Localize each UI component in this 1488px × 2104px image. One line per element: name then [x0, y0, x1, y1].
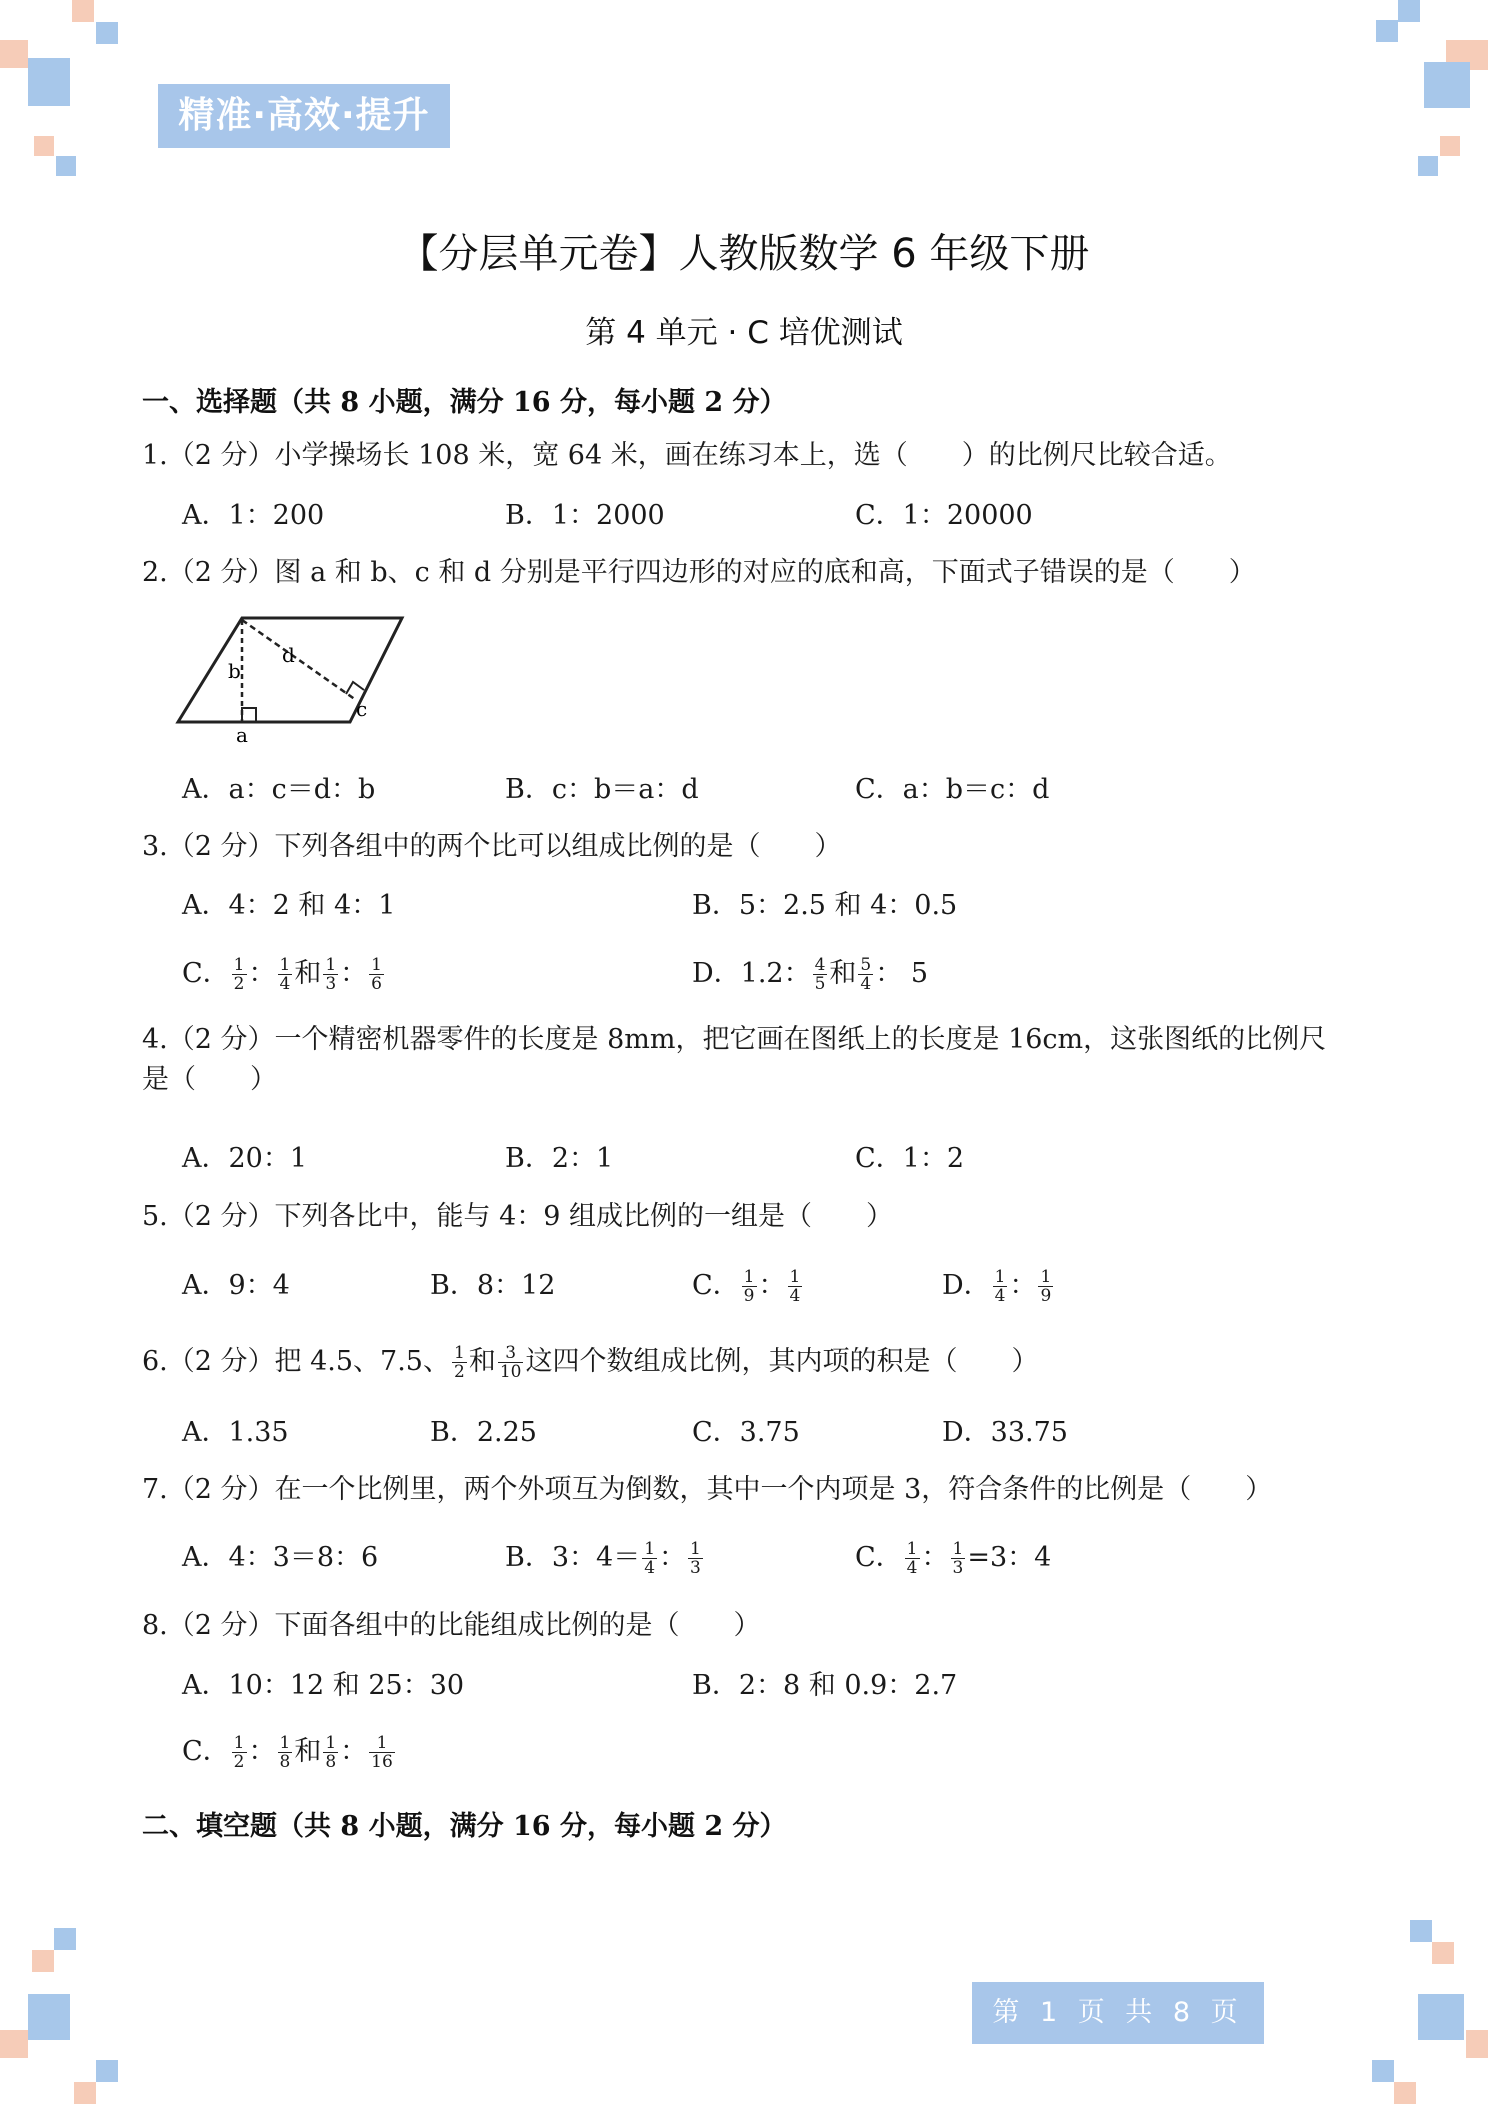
- decor-square: [1432, 1942, 1454, 1964]
- decor-square: [1398, 0, 1420, 22]
- decor-square: [1466, 2030, 1488, 2058]
- decor-square: [72, 0, 94, 22]
- option: A．4：2 和 4：1: [182, 890, 396, 921]
- option: A．9：4: [182, 1270, 290, 1301]
- option: B．2.25: [430, 1417, 537, 1448]
- option: B．2：8 和 0.9：2.7: [692, 1670, 958, 1701]
- decor-square: [96, 22, 118, 44]
- brand-banner: 精准·高效·提升: [158, 84, 450, 148]
- option: A．1：200: [182, 500, 325, 531]
- decor-square: [1410, 1920, 1432, 1942]
- option: B．8：12: [430, 1270, 556, 1301]
- decor-square: [0, 40, 28, 68]
- decor-square: [32, 1950, 54, 1972]
- option: A．a：c＝d：b: [182, 774, 376, 805]
- question-text: 3.（2 分）下列各组中的两个比可以组成比例的是（ ）: [142, 831, 842, 862]
- parallelogram-figure: [170, 612, 410, 748]
- option-fraction: C． $\frac{1}{9}$ ： $\frac{1}{4}$: [692, 1267, 801, 1306]
- section-heading: 一、选择题（共 8 小题，满分 16 分，每小题 2 分）: [142, 387, 787, 418]
- option: B．5：2.5 和 4：0.5: [692, 890, 958, 921]
- decor-square: [74, 2082, 96, 2104]
- question-text: 1.（2 分）小学操场长 108 米，宽 64 米，画在练习本上，选（ ）的比例尺比较合适。: [142, 440, 1232, 471]
- option: A．1.35: [182, 1417, 289, 1448]
- figure-label-b: b: [228, 659, 241, 683]
- option: B．c：b＝a：d: [505, 774, 699, 805]
- option-fraction: D． $\frac{1}{4}$ ： $\frac{1}{9}$: [942, 1267, 1052, 1306]
- figure-label-a: a: [236, 723, 248, 747]
- decor-square: [1424, 62, 1470, 108]
- option: D．33.75: [942, 1417, 1068, 1448]
- question-text: 2.（2 分）图 a 和 b、c 和 d 分别是平行四边形的对应的底和高，下面式子错误的是（ ）: [142, 557, 1256, 588]
- question-text: 6.（2 分）把 4.5、7.5、 $\frac{1}{2}$ 和 $\frac{3}{10}$ 这四个数组成比例，其内项的积是（ ）: [142, 1343, 1039, 1382]
- option: C．1：20000: [855, 500, 1033, 531]
- decor-square: [96, 2060, 118, 2082]
- option-fraction: C． $\frac{1}{4}$ ： $\frac{1}{3}$ =3：4: [855, 1539, 1052, 1578]
- figure-label-c: c: [356, 697, 368, 721]
- decor-square: [1418, 1994, 1464, 2040]
- option: B．2：1: [505, 1143, 614, 1174]
- decor-square: [54, 1928, 76, 1950]
- decor-square: [34, 136, 54, 156]
- option: A．4：3＝8：6: [182, 1542, 379, 1573]
- decor-square: [28, 1994, 70, 2040]
- question-text: 8.（2 分）下面各组中的比能组成比例的是（ ）: [142, 1610, 761, 1641]
- question-text: 4.（2 分）一个精密机器零件的长度是 8mm，把它画在图纸上的长度是 16cm，这张图纸的比例尺是（ ）: [142, 1024, 1327, 1095]
- option: C．a：b＝c：d: [855, 774, 1050, 805]
- page-subtitle: 第 4 单元 · C 培优测试: [585, 315, 903, 351]
- decor-square: [1376, 20, 1398, 42]
- decor-square: [28, 58, 70, 106]
- page-title: 【分层单元卷】人教版数学 6 年级下册: [398, 231, 1090, 277]
- option: A．20：1: [182, 1143, 308, 1174]
- decor-square: [1418, 156, 1438, 176]
- option: C．1：2: [855, 1143, 965, 1174]
- decor-square: [1394, 2082, 1416, 2104]
- section-heading: 二、填空题（共 8 小题，满分 16 分，每小题 2 分）: [142, 1811, 787, 1842]
- option-fraction: D．1.2： $\frac{4}{5}$ 和 $\frac{5}{4}$ ： 5: [692, 955, 929, 994]
- option: B．1：2000: [505, 500, 665, 531]
- option-fraction: C． $\frac{1}{2}$ ： $\frac{1}{8}$ 和 $\frac{1}{8}$ ： $\frac{1}{16}$: [182, 1733, 393, 1772]
- decor-square: [56, 156, 76, 176]
- question-text: 7.（2 分）在一个比例里，两个外项互为倒数，其中一个内项是 3，符合条件的比例是（ ）: [142, 1474, 1273, 1505]
- option-fraction: B．3：4＝ $\frac{1}{4}$ ： $\frac{1}{3}$: [505, 1539, 701, 1578]
- option: C．3.75: [692, 1417, 800, 1448]
- option-fraction: C． $\frac{1}{2}$ ： $\frac{1}{4}$ 和 $\frac{1}{3}$ ： $\frac{1}{6}$: [182, 955, 382, 994]
- decor-square: [1440, 136, 1460, 156]
- question-text: 5.（2 分）下列各比中，能与 4：9 组成比例的一组是（ ）: [142, 1201, 894, 1232]
- option: A．10：12 和 25：30: [182, 1670, 465, 1701]
- decor-square: [1372, 2060, 1394, 2082]
- decor-square: [0, 2030, 28, 2058]
- page-number: 第 1 页 共 8 页: [972, 1982, 1264, 2044]
- figure-label-d: d: [282, 643, 295, 667]
